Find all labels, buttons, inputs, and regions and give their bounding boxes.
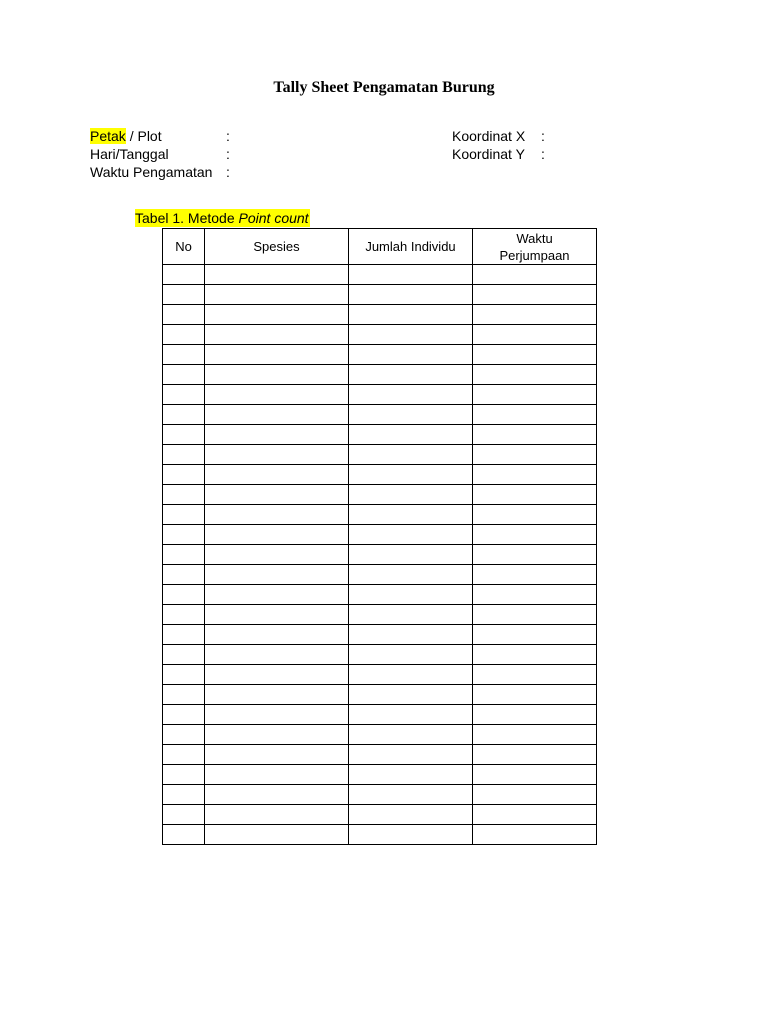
- cell-waktu-perjumpaan: [473, 625, 597, 645]
- cell-waktu-perjumpaan: [473, 465, 597, 485]
- cell-jumlah-individu: [349, 385, 473, 405]
- petak-rest: / Plot: [125, 128, 162, 144]
- cell-spesies: [205, 445, 349, 465]
- table-body: [163, 265, 597, 845]
- cell-waktu-perjumpaan: [473, 285, 597, 305]
- cell-spesies: [205, 685, 349, 705]
- cell-jumlah-individu: [349, 645, 473, 665]
- cell-jumlah-individu: [349, 445, 473, 465]
- table-row: [163, 265, 597, 285]
- cell-jumlah-individu: [349, 585, 473, 605]
- cell-no: [163, 465, 205, 485]
- cell-jumlah-individu: [349, 625, 473, 645]
- cell-no: [163, 365, 205, 385]
- cell-waktu-perjumpaan: [473, 685, 597, 705]
- header-waktu-perjumpaan: [473, 229, 597, 265]
- cell-no: [163, 565, 205, 585]
- field-koordinat-y: Koordinat Y: [452, 146, 525, 162]
- cell-spesies: [205, 765, 349, 785]
- table-row: [163, 445, 597, 465]
- cell-waktu-perjumpaan: [473, 645, 597, 665]
- field-waktu-pengamatan: Waktu Pengamatan: [90, 164, 213, 180]
- table-row: [163, 525, 597, 545]
- cell-no: [163, 625, 205, 645]
- cell-jumlah-individu: [349, 805, 473, 825]
- table-row: [163, 405, 597, 425]
- cell-no: [163, 525, 205, 545]
- cell-jumlah-individu: [349, 265, 473, 285]
- cell-jumlah-individu: [349, 465, 473, 485]
- cell-spesies: [205, 465, 349, 485]
- table-caption-method: Point count: [238, 210, 309, 226]
- cell-no: [163, 305, 205, 325]
- table-row: [163, 545, 597, 565]
- cell-spesies: [205, 645, 349, 665]
- cell-jumlah-individu: [349, 285, 473, 305]
- colon-waktu-pengamatan: :: [226, 164, 230, 180]
- cell-spesies: [205, 325, 349, 345]
- table-row: [163, 565, 597, 585]
- cell-waktu-perjumpaan: [473, 405, 597, 425]
- cell-waktu-perjumpaan: [473, 525, 597, 545]
- cell-jumlah-individu: [349, 745, 473, 765]
- table-row: [163, 425, 597, 445]
- cell-spesies: [205, 605, 349, 625]
- cell-jumlah-individu: [349, 325, 473, 345]
- cell-jumlah-individu: [349, 505, 473, 525]
- table-row: [163, 725, 597, 745]
- cell-no: [163, 325, 205, 345]
- table-row: [163, 665, 597, 685]
- cell-waktu-perjumpaan: [473, 785, 597, 805]
- field-petak-plot: [90, 127, 162, 145]
- table-caption-prefix: Tabel 1. Metode: [135, 210, 239, 226]
- cell-spesies: [205, 705, 349, 725]
- cell-no: [163, 665, 205, 685]
- table-row: [163, 305, 597, 325]
- cell-spesies: [205, 785, 349, 805]
- cell-spesies: [205, 625, 349, 645]
- cell-jumlah-individu: [349, 485, 473, 505]
- colon-petak: :: [226, 128, 230, 144]
- table-row: [163, 465, 597, 485]
- cell-jumlah-individu: [349, 665, 473, 685]
- cell-spesies: [205, 585, 349, 605]
- field-hari-tanggal: Hari/Tanggal: [90, 146, 169, 162]
- cell-spesies: [205, 565, 349, 585]
- table-row: [163, 825, 597, 845]
- cell-spesies: [205, 265, 349, 285]
- cell-waktu-perjumpaan: [473, 805, 597, 825]
- cell-jumlah-individu: [349, 765, 473, 785]
- table-row: [163, 365, 597, 385]
- cell-waktu-perjumpaan: [473, 545, 597, 565]
- cell-jumlah-individu: [349, 345, 473, 365]
- cell-no: [163, 445, 205, 465]
- cell-no: [163, 785, 205, 805]
- header-jumlah-individu: Jumlah Individu: [349, 229, 473, 265]
- header-no: No: [163, 229, 205, 265]
- cell-no: [163, 485, 205, 505]
- cell-waktu-perjumpaan: [473, 325, 597, 345]
- cell-no: [163, 685, 205, 705]
- cell-jumlah-individu: [349, 605, 473, 625]
- table-row: [163, 325, 597, 345]
- table-row: [163, 745, 597, 765]
- header-spesies: Spesies: [205, 229, 349, 265]
- table-row: [163, 785, 597, 805]
- cell-no: [163, 285, 205, 305]
- cell-waktu-perjumpaan: [473, 365, 597, 385]
- header-waktu-perjumpaan-text: Waktu Perjumpaan: [499, 230, 570, 263]
- table-row: [163, 765, 597, 785]
- cell-jumlah-individu: [349, 705, 473, 725]
- cell-no: [163, 585, 205, 605]
- cell-no: [163, 765, 205, 785]
- cell-waktu-perjumpaan: [473, 825, 597, 845]
- cell-waktu-perjumpaan: [473, 265, 597, 285]
- cell-spesies: [205, 665, 349, 685]
- petak-highlight: Petak: [90, 128, 126, 144]
- cell-spesies: [205, 745, 349, 765]
- cell-jumlah-individu: [349, 725, 473, 745]
- cell-spesies: [205, 725, 349, 745]
- cell-spesies: [205, 805, 349, 825]
- cell-no: [163, 385, 205, 405]
- cell-waktu-perjumpaan: [473, 765, 597, 785]
- table-row: [163, 585, 597, 605]
- cell-jumlah-individu: [349, 305, 473, 325]
- cell-waktu-perjumpaan: [473, 745, 597, 765]
- colon-hari-tanggal: :: [226, 146, 230, 162]
- cell-no: [163, 745, 205, 765]
- cell-waktu-perjumpaan: [473, 485, 597, 505]
- cell-spesies: [205, 505, 349, 525]
- cell-spesies: [205, 305, 349, 325]
- table-row: [163, 345, 597, 365]
- table-row: [163, 285, 597, 305]
- cell-spesies: [205, 365, 349, 385]
- cell-waktu-perjumpaan: [473, 665, 597, 685]
- table-row: [163, 685, 597, 705]
- cell-jumlah-individu: [349, 405, 473, 425]
- page-title: Tally Sheet Pengamatan Burung: [273, 79, 495, 96]
- cell-no: [163, 605, 205, 625]
- cell-no: [163, 345, 205, 365]
- cell-spesies: [205, 545, 349, 565]
- cell-waktu-perjumpaan: [473, 385, 597, 405]
- cell-waktu-perjumpaan: [473, 705, 597, 725]
- cell-no: [163, 405, 205, 425]
- cell-no: [163, 545, 205, 565]
- cell-waktu-perjumpaan: [473, 445, 597, 465]
- cell-spesies: [205, 425, 349, 445]
- cell-jumlah-individu: [349, 525, 473, 545]
- table-row: [163, 625, 597, 645]
- table-caption: [135, 209, 310, 227]
- table-row: [163, 705, 597, 725]
- tally-table: [162, 228, 597, 845]
- cell-no: [163, 725, 205, 745]
- cell-waktu-perjumpaan: [473, 725, 597, 745]
- table-row: [163, 805, 597, 825]
- table-row: [163, 385, 597, 405]
- table-row: [163, 605, 597, 625]
- cell-waktu-perjumpaan: [473, 345, 597, 365]
- cell-waktu-perjumpaan: [473, 605, 597, 625]
- field-koordinat-x: Koordinat X: [452, 128, 526, 144]
- cell-spesies: [205, 405, 349, 425]
- cell-spesies: [205, 485, 349, 505]
- cell-spesies: [205, 345, 349, 365]
- table-header-row: [163, 229, 597, 265]
- cell-waktu-perjumpaan: [473, 585, 597, 605]
- cell-waktu-perjumpaan: [473, 305, 597, 325]
- cell-no: [163, 505, 205, 525]
- cell-spesies: [205, 525, 349, 545]
- cell-jumlah-individu: [349, 685, 473, 705]
- table-row: [163, 505, 597, 525]
- cell-no: [163, 425, 205, 445]
- cell-jumlah-individu: [349, 565, 473, 585]
- cell-no: [163, 645, 205, 665]
- cell-waktu-perjumpaan: [473, 505, 597, 525]
- cell-spesies: [205, 385, 349, 405]
- cell-jumlah-individu: [349, 825, 473, 845]
- cell-jumlah-individu: [349, 545, 473, 565]
- cell-spesies: [205, 285, 349, 305]
- cell-spesies: [205, 825, 349, 845]
- cell-jumlah-individu: [349, 365, 473, 385]
- cell-jumlah-individu: [349, 785, 473, 805]
- colon-koordinat-x: :: [541, 128, 545, 144]
- cell-waktu-perjumpaan: [473, 425, 597, 445]
- colon-koordinat-y: :: [541, 146, 545, 162]
- cell-jumlah-individu: [349, 425, 473, 445]
- cell-no: [163, 705, 205, 725]
- table-row: [163, 485, 597, 505]
- table-row: [163, 645, 597, 665]
- cell-no: [163, 805, 205, 825]
- cell-no: [163, 265, 205, 285]
- cell-no: [163, 825, 205, 845]
- cell-waktu-perjumpaan: [473, 565, 597, 585]
